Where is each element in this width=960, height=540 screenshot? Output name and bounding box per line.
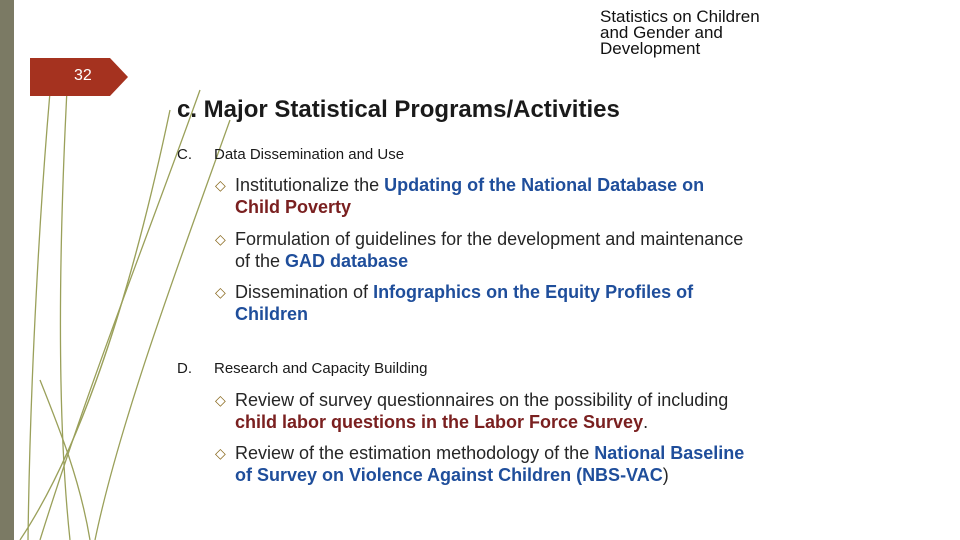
bullet-highlight: of Survey on Violence Against Children (NBS-VAC xyxy=(235,465,663,485)
bullet-text: . xyxy=(643,412,649,432)
list-item xyxy=(215,228,815,272)
bullet-highlight: Infographics on the Equity Profiles of xyxy=(373,282,694,302)
slide-number: 32 xyxy=(74,67,92,84)
bullet-text: of the xyxy=(235,251,286,271)
presentation-header xyxy=(600,9,940,57)
bullet-text: Formulation of guidelines for the development and maintenance xyxy=(235,229,744,249)
list-item xyxy=(215,281,815,325)
bullet-text: Dissemination of xyxy=(235,282,374,302)
bullet-text: Review of survey questionnaires on the possibility of including xyxy=(235,390,729,410)
bullet-text: Institutionalize the xyxy=(235,175,385,195)
section-heading-text: Data Dissemination and Use xyxy=(214,146,405,163)
list-item xyxy=(215,442,815,486)
diamond-icon: ◇ xyxy=(215,231,226,247)
bullet-highlight: Children xyxy=(235,304,309,324)
list-item xyxy=(215,174,815,218)
header-line: Development xyxy=(600,39,701,58)
section-heading-text: Research and Capacity Building xyxy=(214,360,428,377)
header-line: Statistics on Children xyxy=(600,7,760,26)
section-letter: D. xyxy=(177,360,192,377)
bullet-text: Review of the estimation methodology of the xyxy=(235,443,595,463)
list-item xyxy=(215,389,815,433)
diamond-icon: ◇ xyxy=(215,284,226,300)
page-title: c. Major Statistical Programs/Activities xyxy=(177,96,620,123)
bullet-highlight: child labor questions in the Labor Force Survey xyxy=(235,412,644,432)
section-heading-d xyxy=(177,360,427,377)
section-letter: C. xyxy=(177,146,192,163)
slide-number-badge xyxy=(30,58,128,96)
diamond-icon: ◇ xyxy=(215,445,226,461)
diamond-icon: ◇ xyxy=(215,392,226,408)
bullet-text: ) xyxy=(662,465,669,485)
section-heading-c xyxy=(177,146,404,163)
bullet-highlight: Child Poverty xyxy=(235,197,352,217)
bullet-highlight: National Baseline xyxy=(594,443,745,463)
bullet-highlight: GAD database xyxy=(285,251,409,271)
header-line: and Gender and xyxy=(600,23,723,42)
bullet-highlight: Updating of the National Database on xyxy=(384,175,705,195)
diamond-icon: ◇ xyxy=(215,177,226,193)
